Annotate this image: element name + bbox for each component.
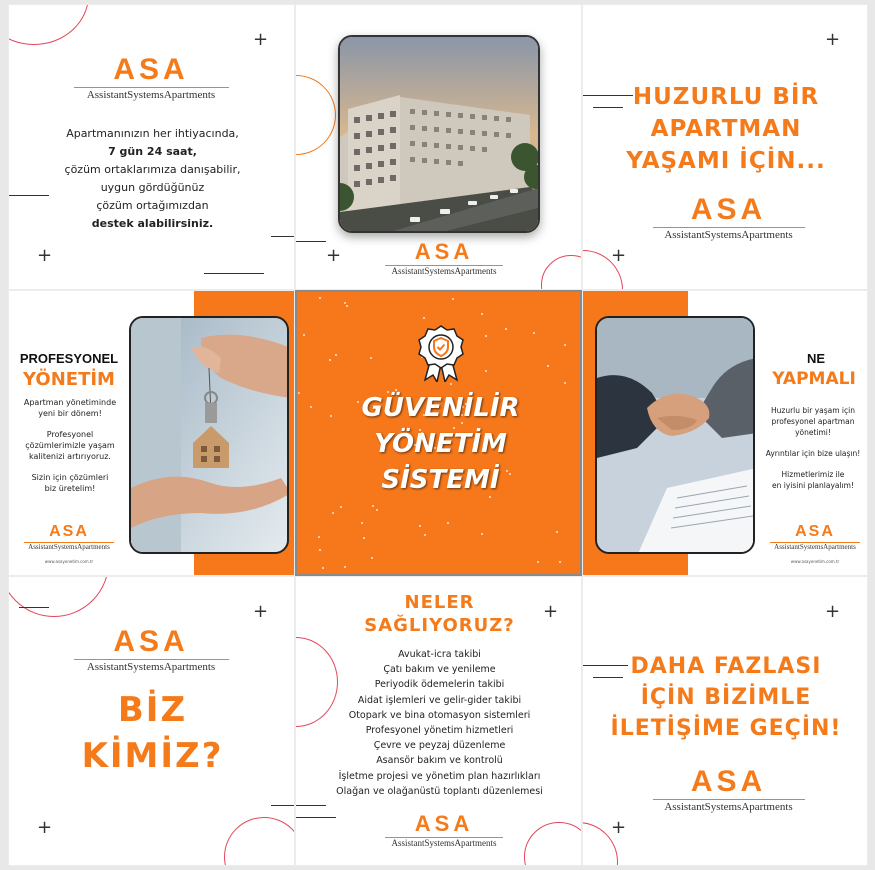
asa-logo	[384, 813, 504, 849]
decor-circle	[8, 4, 89, 45]
sparkle-dot	[344, 566, 346, 568]
intro-line: çözüm ortağımızdan	[96, 199, 209, 212]
sparkle-dot	[372, 505, 374, 507]
heading-line: YÖNETİM	[374, 429, 507, 459]
professional-text	[11, 397, 129, 494]
service-item: Periyodik ödemelerin takibi	[374, 679, 505, 691]
heading-line: DAHA FAZLASI	[630, 654, 822, 679]
to-do-title: YAPMALI	[772, 369, 856, 389]
heading-line: İÇİN BİZİMLE	[640, 685, 812, 710]
tile-intro	[8, 4, 295, 290]
logo-subtitle: AssistantSystemsApartments	[86, 89, 216, 101]
logo-subtitle: AssistantSystemsApartments	[391, 838, 497, 848]
plus-decor-icon: +	[825, 29, 841, 50]
text-line: çözümlerimizle yaşam	[25, 441, 115, 450]
heading-line: GÜVENİLİR	[361, 393, 520, 423]
plus-decor-icon: +	[37, 245, 53, 266]
logo-subtitle: AssistantSystemsApartments	[391, 266, 497, 276]
services-list	[296, 647, 582, 799]
sparkle-dot	[319, 549, 321, 551]
logo-mark: ASA	[690, 765, 767, 798]
logo-mark: ASA	[795, 523, 835, 540]
contact-heading	[583, 651, 868, 744]
sparkle-dot	[319, 297, 321, 299]
decor-circle	[224, 817, 295, 866]
sparkle-dot	[340, 506, 342, 508]
logo-mark: ASA	[414, 811, 474, 836]
heading-line: NELER	[404, 592, 475, 613]
apartment-building-image	[340, 37, 540, 233]
decor-line	[271, 805, 295, 806]
plus-decor-icon: +	[253, 601, 269, 622]
sparkle-dot	[533, 332, 535, 334]
heading-line: APARTMAN	[650, 116, 802, 142]
asa-logo	[769, 524, 861, 552]
sparkle-dot	[547, 365, 549, 367]
management-title: YÖNETİM	[23, 369, 115, 390]
decor-line	[296, 817, 336, 818]
asa-logo	[651, 767, 806, 813]
decor-line	[296, 805, 326, 806]
handshake-image	[597, 318, 755, 554]
sparkle-dot	[376, 509, 378, 511]
asa-logo	[71, 55, 231, 101]
sparkle-dot	[322, 567, 324, 569]
building-photo	[338, 35, 540, 233]
service-item: Çatı bakım ve yenileme	[383, 664, 496, 676]
text-line: biz üretelim!	[44, 484, 96, 493]
website-url: www.asayonetim.com.tr	[790, 559, 840, 564]
sparkle-dot	[447, 522, 449, 524]
sparkle-dot	[424, 534, 426, 536]
keys-photo	[129, 316, 289, 554]
website-url: www.asayonetim.com.tr	[44, 559, 94, 564]
decor-circle	[295, 75, 336, 155]
asa-logo	[384, 241, 504, 277]
tile-peaceful-life	[582, 4, 868, 290]
logo-rule	[74, 659, 229, 660]
sparkle-dot	[537, 561, 539, 563]
service-item: İşletme projesi ve yönetim plan hazırlıkları	[338, 770, 541, 782]
sparkle-dot	[370, 357, 372, 359]
services-heading	[296, 591, 582, 637]
logo-rule	[653, 799, 805, 800]
logo-subtitle: AssistantSystemsApartments	[664, 229, 793, 241]
sparkle-dot	[361, 522, 363, 524]
text-line: Profesyonel	[46, 430, 94, 439]
intro-line: uygun gördüğünüz	[100, 181, 205, 194]
sparkle-dot	[303, 334, 305, 336]
sparkle-dot	[363, 537, 365, 539]
asa-logo	[651, 195, 806, 241]
text-line: yönetimi!	[795, 428, 831, 437]
tile-services	[295, 576, 582, 866]
text-line: Huzurlu bir yaşam için	[771, 406, 855, 415]
service-item: Otopark ve bina otomasyon sistemleri	[348, 709, 531, 721]
sparkle-dot	[344, 302, 346, 304]
logo-rule	[653, 227, 805, 228]
sparkle-dot	[423, 317, 425, 319]
logo-mark: ASA	[690, 193, 767, 226]
logo-rule	[74, 87, 229, 88]
plus-decor-icon: +	[611, 817, 627, 838]
plus-decor-icon: +	[825, 601, 841, 622]
reliable-system-heading	[297, 390, 582, 498]
who-we-are-heading	[9, 687, 295, 779]
intro-text	[19, 125, 286, 233]
tile-professional-management	[8, 290, 295, 576]
sparkle-dot	[559, 561, 561, 563]
sparkle-dot	[481, 533, 483, 535]
service-item: Aidat işlemleri ve gelir-gider takibi	[357, 694, 522, 706]
text-line: yeni bir dönem!	[38, 409, 102, 418]
service-item: Çevre ve peyzaj düzenleme	[373, 740, 506, 752]
decor-circle	[524, 822, 582, 866]
collage-grid	[8, 4, 868, 866]
text-line: Apartman yönetiminde	[23, 398, 117, 407]
text-line: Ayrıntılar için bize ulaşın!	[765, 449, 861, 458]
sparkle-dot	[371, 557, 373, 559]
service-item: Avukat-icra takibi	[398, 649, 481, 660]
sparkle-dot	[318, 536, 320, 538]
heading-line: SİSTEMİ	[381, 465, 500, 495]
tile-building	[295, 4, 582, 290]
intro-line: çözüm ortaklarımıza danışabilir,	[64, 163, 241, 176]
sparkle-dot	[564, 344, 566, 346]
tile-what-to-do	[582, 290, 868, 576]
decor-circle	[8, 576, 109, 617]
badge-check-icon	[417, 324, 465, 382]
sparkle-dot	[332, 512, 334, 514]
sparkle-dot	[564, 382, 566, 384]
text-line: profesyonel apartman	[771, 417, 855, 426]
intro-line: 7 gün 24 saat,	[108, 145, 197, 158]
logo-subtitle: AssistantSystemsApartments	[664, 801, 793, 813]
tile-contact-us	[582, 576, 868, 866]
heading-line: İLETİŞİME GEÇİN!	[610, 716, 842, 741]
what-to-do-text	[757, 405, 868, 491]
decor-line	[271, 236, 295, 237]
plus-decor-icon: +	[543, 601, 559, 622]
plus-decor-icon: +	[253, 29, 269, 50]
sparkle-dot	[419, 525, 421, 527]
what-title: NE	[806, 351, 826, 366]
decor-line	[296, 241, 326, 242]
heading-line: YAŞAMI İÇİN...	[626, 148, 826, 174]
decor-line	[204, 273, 264, 274]
professional-title: PROFESYONEL	[19, 351, 119, 366]
sparkle-dot	[485, 335, 487, 337]
sparkle-dot	[346, 305, 348, 307]
intro-line: destek alabilirsiniz.	[91, 217, 214, 230]
asa-logo	[23, 524, 115, 552]
asa-logo	[71, 627, 231, 673]
logo-subtitle: AssistantSystemsApartments	[774, 543, 856, 551]
plus-decor-icon: +	[37, 817, 53, 838]
decor-line	[19, 607, 49, 608]
text-line: en iyisini planlayalım!	[772, 481, 854, 490]
tile-who-we-are	[8, 576, 295, 866]
logo-mark: ASA	[113, 53, 189, 86]
sparkle-dot	[329, 359, 331, 361]
sparkle-dot	[450, 383, 452, 385]
text-line: Sizin için çözümleri	[31, 473, 109, 482]
heading-line: HUZURLU BİR	[632, 84, 820, 110]
service-item: Asansör bakım ve kontrolü	[376, 755, 503, 767]
text-line: Hizmetlerimiz ile	[781, 470, 845, 479]
logo-mark: ASA	[414, 239, 474, 264]
decor-circle	[541, 255, 582, 290]
house-keys-image	[131, 318, 289, 554]
handshake-photo	[595, 316, 755, 554]
intro-line: Apartmanınızın her ihtiyacında,	[66, 127, 239, 140]
sparkle-dot	[556, 531, 558, 533]
tile-reliable-system	[295, 290, 582, 576]
sparkle-dot	[505, 328, 507, 330]
sparkle-dot	[485, 370, 487, 372]
plus-decor-icon: +	[326, 245, 342, 266]
text-line: kalitenizi artırıyoruz.	[29, 452, 111, 461]
heading-line: KİMİZ?	[81, 736, 224, 776]
sparkle-dot	[335, 354, 337, 356]
heading-line: SAĞLIYORUZ?	[364, 615, 515, 636]
peaceful-life-heading	[583, 81, 868, 177]
service-item: Profesyonel yönetim hizmetleri	[365, 725, 514, 737]
service-item: Olağan ve olağanüstü toplantı düzenlemesi	[336, 785, 543, 797]
heading-line: BİZ	[117, 690, 188, 730]
plus-decor-icon: +	[611, 245, 627, 266]
sparkle-dot	[452, 298, 454, 300]
logo-mark: ASA	[49, 523, 89, 540]
logo-mark: ASA	[113, 625, 189, 658]
logo-subtitle: AssistantSystemsApartments	[28, 543, 110, 551]
sparkle-dot	[481, 313, 483, 315]
logo-subtitle: AssistantSystemsApartments	[86, 661, 216, 673]
